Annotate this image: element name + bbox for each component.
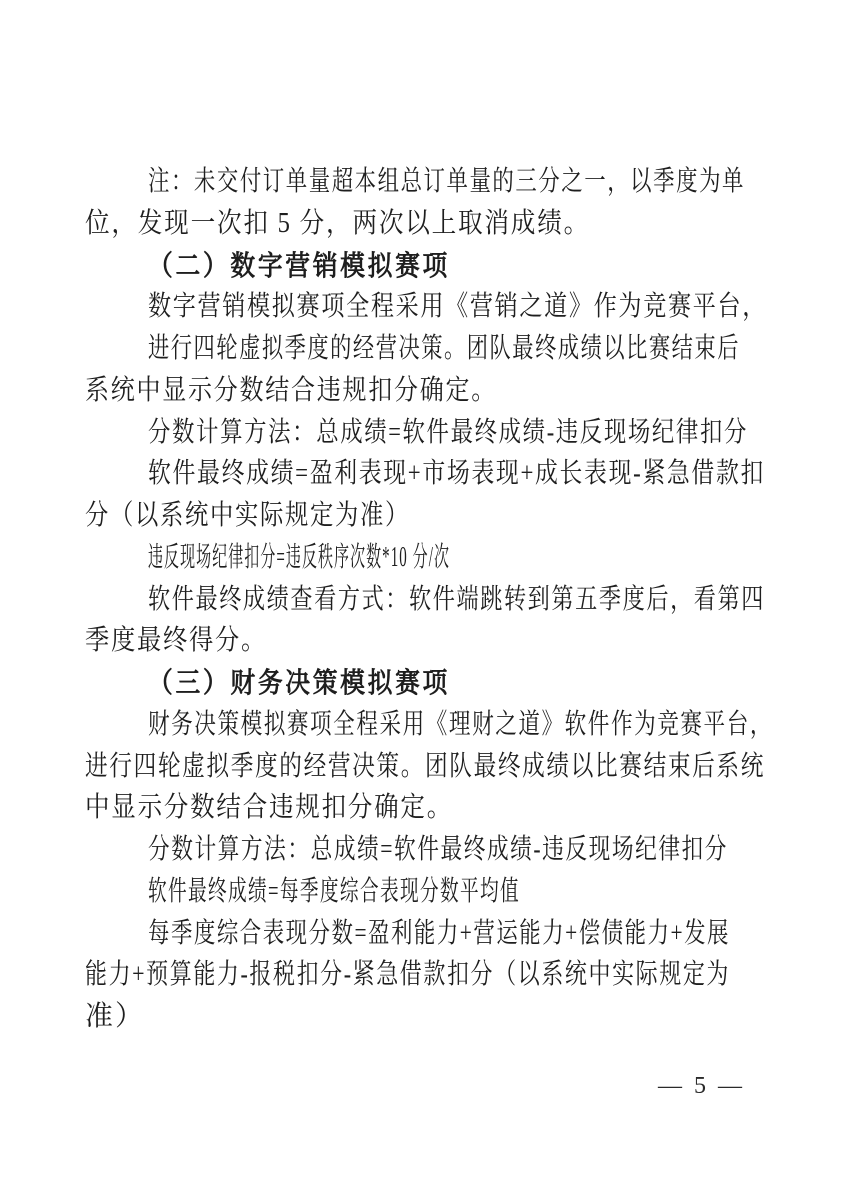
footer-dash-right: — (718, 1073, 742, 1099)
body-line: 进行四轮虚拟季度的经营决策。团队最终成绩以比赛结束后 (148, 333, 740, 364)
formula-line: 分（以系统中实际规定为准） (85, 500, 410, 531)
formula-line: 分数计算方法：总成绩=软件最终成绩-违反现场纪律扣分 (148, 416, 748, 448)
formula-line: 每季度综合表现分数=盈利能力+营运能力+偿债能力+发展 (148, 917, 730, 949)
section-heading-digital-marketing: （二）数字营销模拟赛项 (148, 249, 450, 281)
page-number-footer (658, 1071, 742, 1101)
formula-line: 软件最终成绩=每季度综合表现分数平均值 (148, 875, 520, 907)
formula-line: 软件最终成绩=盈利表现+市场表现+成长表现-紧急借款扣 (148, 458, 765, 490)
footer-dash-left: — (658, 1073, 682, 1099)
body-line: 软件最终成绩查看方式：软件端跳转到第五季度后，看第四 (148, 583, 765, 615)
formula-line: 准） (85, 1001, 145, 1032)
body-line: 财务决策模拟赛项全程采用《理财之道》软件作为竞赛平台， (148, 708, 773, 740)
note-line: 注：未交付订单量超本组总订单量的三分之一，以季度为单 (148, 166, 745, 197)
body-line: 数字营销模拟赛项全程采用《营销之道》作为竞赛平台， (148, 291, 767, 323)
formula-line: 能力+预算能力-报税扣分-紧急借款扣分（以系统中实际规定为 (85, 959, 730, 991)
body-line: 季度最终得分。 (85, 625, 267, 657)
page-number: 5 (694, 1073, 706, 1099)
body-line: 进行四轮虚拟季度的经营决策。团队最终成绩以比赛结束后系统 (85, 750, 765, 782)
note-line: 位，发现一次扣 5 分，两次以上取消成绩。 (85, 207, 590, 239)
body-line: 系统中显示分数结合违规扣分确定。 (85, 374, 497, 406)
body-line: 中显示分数结合违规扣分确定。 (85, 792, 453, 824)
formula-line: 违反现场纪律扣分=违反秩序次数*10 分/次 (148, 541, 450, 573)
section-heading-financial-decision: （三）财务决策模拟赛项 (148, 667, 450, 698)
formula-line: 分数计算方法：总成绩=软件最终成绩-违反现场纪律扣分 (148, 834, 728, 865)
document-body (85, 161, 775, 1038)
